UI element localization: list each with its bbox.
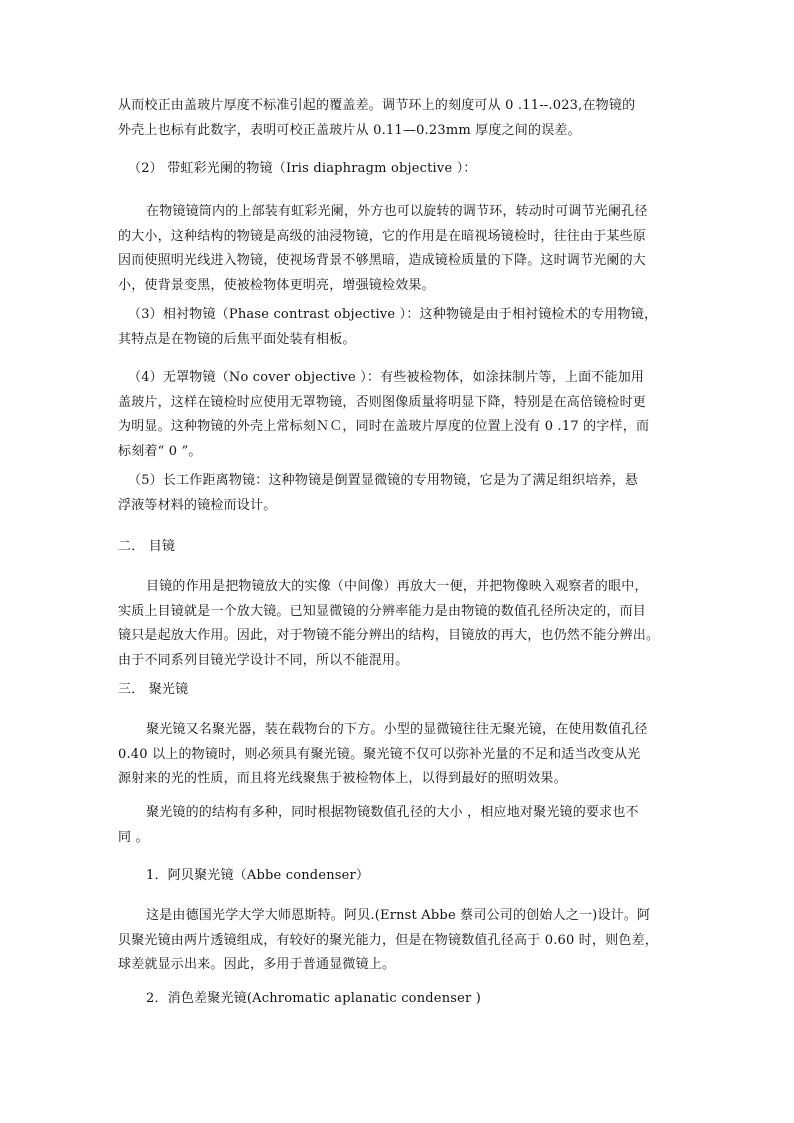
text-line: 这是由德国光学大学大师恩斯特。阿贝.(Ernst Abbe 蔡司公司的创始人之一)设计。阿: [146, 908, 651, 923]
text-line: （4）无罩物镜（No cover objective ）：有些被检物体，如涂抹制片等，上面不能加用: [128, 370, 645, 385]
text-line: 实质上目镜就是一个放大镜。已知显微镜的分辨率能力是由物镜的数值孔径所决定的，而目: [118, 603, 647, 619]
paragraph-long-working-distance: [118, 469, 676, 518]
text-line: 外壳上也标有此数字，表明可校正盖玻片从 0.11—0.23mm 厚度之间的误差。: [118, 122, 581, 138]
heading-iris-diaphragm-objective: [118, 157, 676, 182]
text-line: 源射来的光的性质，而且将光线聚焦于被检物体上，以得到最好的照明效果。: [118, 771, 567, 786]
heading-achromatic-condenser: [118, 987, 676, 1012]
text-line: （5）长工作距离物镜：这种物镜是倒置显微镜的专用物镜，它是为了满足组织培养，悬: [128, 473, 639, 488]
text-line: 球差就显示出来。因此，多用于普通显微镜上。: [118, 957, 396, 972]
text-line: 三． 聚光镜: [118, 682, 189, 697]
heading-abbe-condenser: [118, 864, 676, 889]
text-line: 目镜的作用是把物镜放大的实像（中间像）再放大一便，并把物像映入观察者的眼中，: [146, 579, 648, 594]
text-line: 浮液等材料的镜检而设计。: [118, 497, 277, 513]
text-line: 贝聚光镜由两片透镜组成，有较好的聚光能力，但是在物镜数值孔径高于 0.60 时，则色差，: [118, 932, 659, 948]
text-line: 由于不同系列目镜光学设计不同，所以不能混用。: [118, 652, 409, 668]
paragraph-condenser-structure: [118, 801, 676, 850]
paragraph-condenser: [118, 718, 676, 792]
text-line: 聚光镜又名聚光器，装在载物台的下方。小型的显微镜往往无聚光镜，在使用数值孔径: [146, 722, 648, 737]
text-line: 其特点是在物镜的后焦平面处装有相板。: [118, 331, 356, 347]
text-line: （3）相衬物镜（Phase contrast objective ）：这种物镜是由于相衬镜检术的专用物镜，: [128, 307, 658, 322]
text-line: （2） 带虹彩光阑的物镜（Iris diaphragm objective ）：: [128, 161, 477, 176]
text-line: 标刻着“ 0 ”。: [118, 443, 202, 459]
heading-condenser: [118, 678, 676, 703]
paragraph-no-cover: [118, 366, 676, 464]
paragraph-phase-contrast: [118, 303, 676, 352]
paragraph-cover-correction: [118, 94, 676, 143]
text-line: 为明显。这种物镜的外壳上常标刻ＮＣ，同时在盖玻片厚度的位置上没有 0 .17 的字样，而: [118, 419, 650, 434]
text-line: 在物镜镜筒内的上部装有虹彩光阑，外方也可以旋转的调节环，转动时可调节光阑孔径: [146, 204, 648, 219]
text-line: 因而使照明光线进入物镜，使视场背景不够黑暗，造成镜检质量的下降。这时调节光阑的大: [118, 253, 647, 268]
text-line: 盖玻片，这样在镜检时应使用无罩物镜，否则图像质量将明显下降，特别是在高倍镜检时更: [118, 394, 647, 410]
text-line: 的大小，这种结构的物镜是高级的油浸物镜，它的作用是在暗视场镜检时，往往由于某些原: [118, 228, 647, 244]
text-line: 二． 目镜: [118, 539, 176, 554]
paragraph-iris-diaphragm: [118, 200, 676, 298]
paragraph-abbe-condenser: [118, 904, 676, 978]
text-line: 镜只是起放大作用。因此，对于物镜不能分辨出的结构，目镜放的再大，也仍然不能分辨出。: [118, 628, 660, 643]
text-line: 1．阿贝聚光镜（Abbe condenser）: [146, 868, 370, 883]
text-line: 从而校正由盖玻片厚度不标准引起的覆盖差。调节环上的刻度可从 0 .11--.023,在物镜的: [118, 98, 636, 113]
heading-eyepiece: [118, 535, 676, 560]
paragraph-eyepiece: [118, 575, 676, 673]
text-line: 同 。: [118, 829, 149, 845]
text-line: 2．消色差聚光镜(Achromatic aplanatic condenser ): [146, 991, 482, 1006]
text-line: 0.40 以上的物镜时，则必须具有聚光镜。聚光镜不仅可以弥补光量的不足和适当改变从光: [118, 746, 641, 762]
text-line: 聚光镜的的结构有多种，同时根据物镜数值孔径的大小 ，相应地对聚光镜的要求也不: [146, 805, 639, 820]
text-line: 小，使背景变黑，使被检物体更明亮，增强镜检效果。: [118, 277, 435, 293]
